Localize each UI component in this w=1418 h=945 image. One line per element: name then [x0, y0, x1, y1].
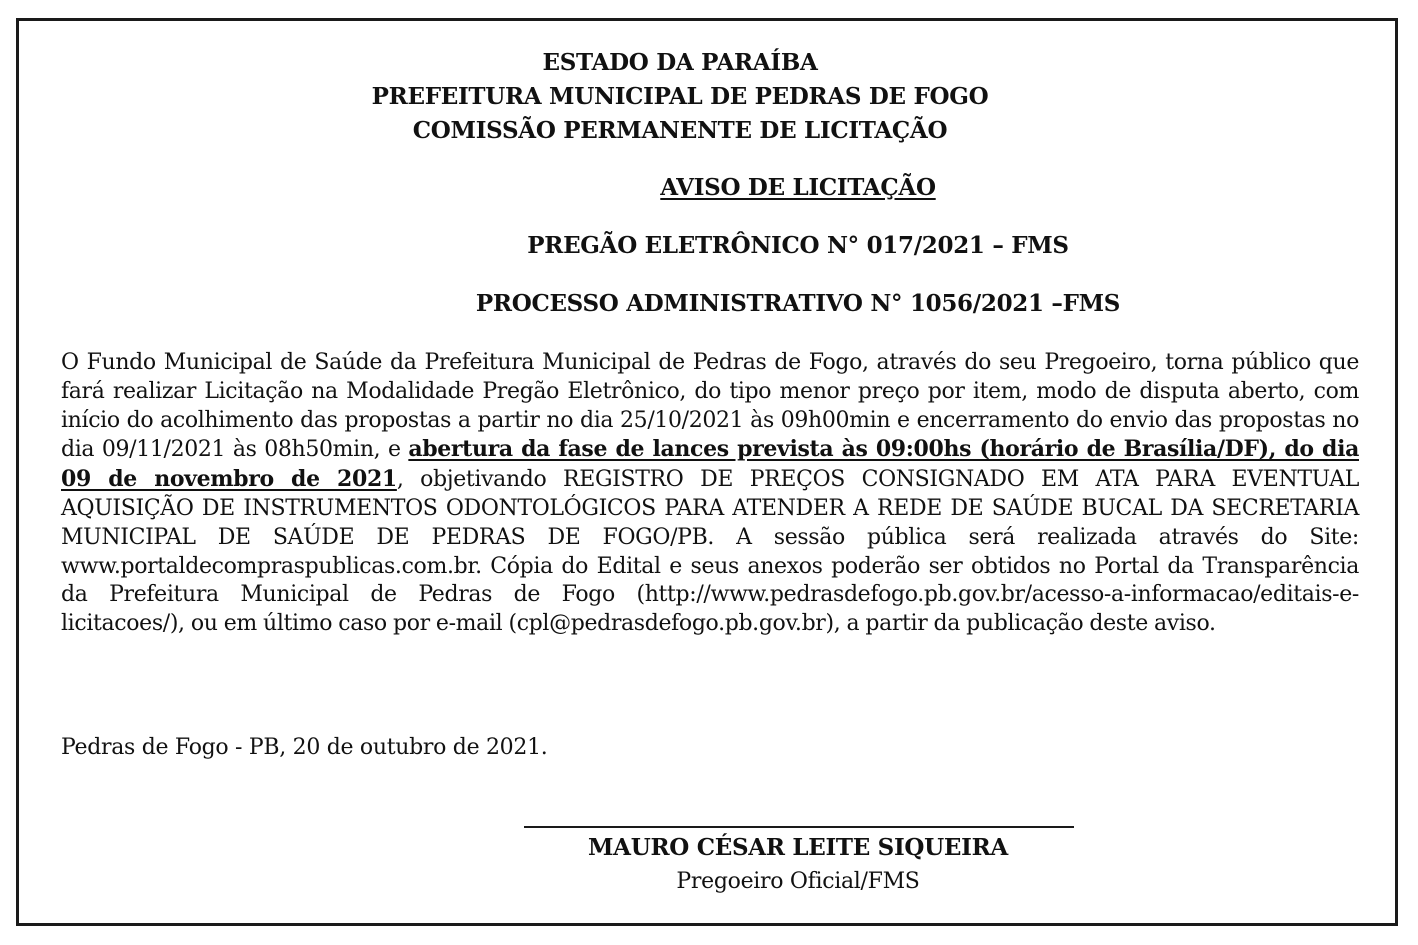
signatory-role: Pregoeiro Oficial/FMS: [676, 869, 920, 894]
notice-body: [61, 349, 1359, 639]
body-highlight: abertura da fase de lances prevista às 09:00hs (horário de Brasília/DF), do dia 09 de novembro de 2021: [61, 436, 1359, 493]
signatory-name: MAURO CÉSAR LEITE SIQUEIRA: [588, 834, 1008, 861]
header-state: ESTADO DA PARAÍBA: [542, 49, 818, 76]
body-text-part1: O Fundo Municipal de Saúde da Prefeitura Municipal de Pedras de Fogo, através do seu Pregoeiro, torna público que fará realizar Licitação na Modalidade Pregão Eletrônico, do tipo menor preço por item, modo de disputa aberto, com início do acolhimento das propostas a partir no dia 25/10/2021 às 09h00min e encerramento do envio das propostas no dia 09/11/2021 às 08h50min, e: [61, 350, 1359, 463]
processo-number: PROCESSO ADMINISTRATIVO N° 1056/2021 –FMS: [475, 290, 1121, 317]
notice-title-text: AVISO DE LICITAÇÃO: [660, 174, 936, 201]
date-line: Pedras de Fogo - PB, 20 de outubro de 2021.: [61, 735, 548, 760]
header-municipality: PREFEITURA MUNICIPAL DE PEDRAS DE FOGO: [371, 83, 989, 110]
notice-title: [0, 173, 1418, 203]
body-text-part2: , objetivando REGISTRO DE PREÇOS CONSIGNADO EM ATA PARA EVENTUAL AQUISIÇÃO DE INSTRUMENTOS ODONTOLÓGICOS PARA ATENDER A REDE DE SAÚDE BUCAL DA SECRETARIA MUNICIPAL DE SAÚDE DE PEDRAS DE FOGO/PB. A sessão pública será realizada através do Site: www.portaldecompraspublicas.com.br. Cópia do Edital e seus anexos poderão ser obtidos no Portal da Transparência da Prefeitura Municipal de Pedras de Fogo (http://www.pedrasdefogo.pb.gov.br/acesso-a-informacao/editais-e-licitacoes/), ou em último caso por e-mail (cpl@pedrasdefogo.pb.gov.br), a partir da publicação deste aviso.: [61, 467, 1359, 637]
signature-line: [524, 826, 1074, 828]
pregao-number: PREGÃO ELETRÔNICO N° 017/2021 – FMS: [527, 232, 1069, 259]
header-commission: COMISSÃO PERMANENTE DE LICITAÇÃO: [412, 117, 948, 144]
